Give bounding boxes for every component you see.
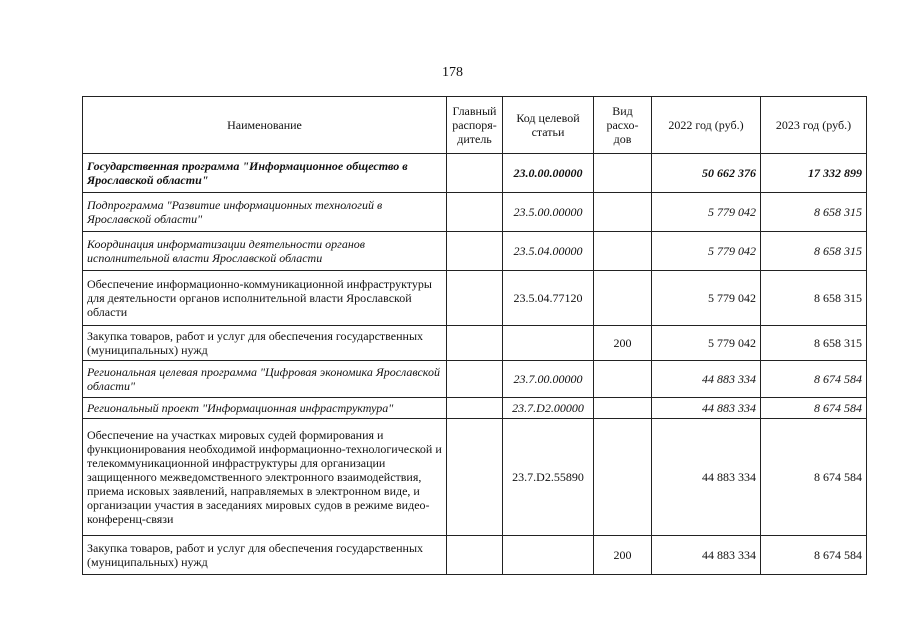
row-manager [447, 361, 503, 398]
row-expense-type: 200 [594, 536, 652, 575]
row-manager [447, 232, 503, 271]
table-row [83, 536, 867, 575]
row-expense-type [594, 154, 652, 193]
row-expense-type [594, 232, 652, 271]
table-row [83, 361, 867, 398]
row-manager [447, 419, 503, 536]
table-row [83, 419, 867, 536]
row-2022: 5 779 042 [652, 326, 761, 361]
row-name: Обеспечение информационно-коммуникационной инфраструктуры для деятельности органов исполнительной власти Ярославской области [83, 271, 447, 326]
row-manager [447, 193, 503, 232]
header-code: Код целевой статьи [503, 97, 594, 154]
header-2023: 2023 год (руб.) [761, 97, 867, 154]
row-expense-type [594, 193, 652, 232]
row-code: 23.7.D2.00000 [503, 398, 594, 419]
row-2022: 44 883 334 [652, 361, 761, 398]
row-2023: 8 674 584 [761, 536, 867, 575]
row-2023: 8 674 584 [761, 398, 867, 419]
row-name: Государственная программа "Информационное общество в Ярославской области" [83, 154, 447, 193]
row-2022: 44 883 334 [652, 536, 761, 575]
row-name: Закупка товаров, работ и услуг для обеспечения государственных (муниципальных) нужд [83, 536, 447, 575]
row-code: 23.0.00.00000 [503, 154, 594, 193]
row-expense-type [594, 398, 652, 419]
row-name: Региональная целевая программа "Цифровая экономика Ярославской области" [83, 361, 447, 398]
row-code [503, 326, 594, 361]
row-2022: 5 779 042 [652, 271, 761, 326]
row-2022: 50 662 376 [652, 154, 761, 193]
row-manager [447, 326, 503, 361]
row-name: Закупка товаров, работ и услуг для обеспечения государственных (муниципальных) нужд [83, 326, 447, 361]
row-name: Региональный проект "Информационная инфраструктура" [83, 398, 447, 419]
row-code: 23.5.00.00000 [503, 193, 594, 232]
row-2022: 5 779 042 [652, 193, 761, 232]
row-name: Обеспечение на участках мировых судей формирования и функционирования необходимой информационно-технологической и телекоммуникационной инфраструктуры для организации защищенного межведомственного электронного взаимодействия, приема исковых заявлений, направляемых в электронном виде, и организации участия в заседаниях мировых судов в режиме видео-конференц-связи [83, 419, 447, 536]
row-manager [447, 536, 503, 575]
row-expense-type: 200 [594, 326, 652, 361]
table-row [83, 193, 867, 232]
row-code: 23.7.00.00000 [503, 361, 594, 398]
row-2023: 8 658 315 [761, 326, 867, 361]
table-row [83, 326, 867, 361]
row-code [503, 536, 594, 575]
budget-table [82, 96, 867, 575]
row-manager [447, 154, 503, 193]
row-manager [447, 271, 503, 326]
row-2023: 8 658 315 [761, 271, 867, 326]
row-2022: 44 883 334 [652, 419, 761, 536]
row-2023: 8 674 584 [761, 419, 867, 536]
header-name: Наименование [83, 97, 447, 154]
row-expense-type [594, 419, 652, 536]
row-expense-type [594, 361, 652, 398]
row-name: Подпрограмма "Развитие информационных технологий в Ярославской области" [83, 193, 447, 232]
table-row [83, 398, 867, 419]
table-row [83, 154, 867, 193]
row-2023: 8 658 315 [761, 232, 867, 271]
row-2023: 8 674 584 [761, 361, 867, 398]
row-2023: 8 658 315 [761, 193, 867, 232]
row-2023: 17 332 899 [761, 154, 867, 193]
row-code: 23.7.D2.55890 [503, 419, 594, 536]
row-2022: 44 883 334 [652, 398, 761, 419]
row-name: Координация информатизации деятельности органов исполнительной власти Ярославской области [83, 232, 447, 271]
row-code: 23.5.04.00000 [503, 232, 594, 271]
table-row [83, 232, 867, 271]
row-code: 23.5.04.77120 [503, 271, 594, 326]
table-row [83, 271, 867, 326]
row-expense-type [594, 271, 652, 326]
header-expense-type: Вид расхо-дов [594, 97, 652, 154]
header-2022: 2022 год (руб.) [652, 97, 761, 154]
row-manager [447, 398, 503, 419]
page-number: 178 [442, 65, 463, 80]
row-2022: 5 779 042 [652, 232, 761, 271]
table-header-row [83, 97, 867, 154]
header-manager: Главный распоря-дитель [447, 97, 503, 154]
